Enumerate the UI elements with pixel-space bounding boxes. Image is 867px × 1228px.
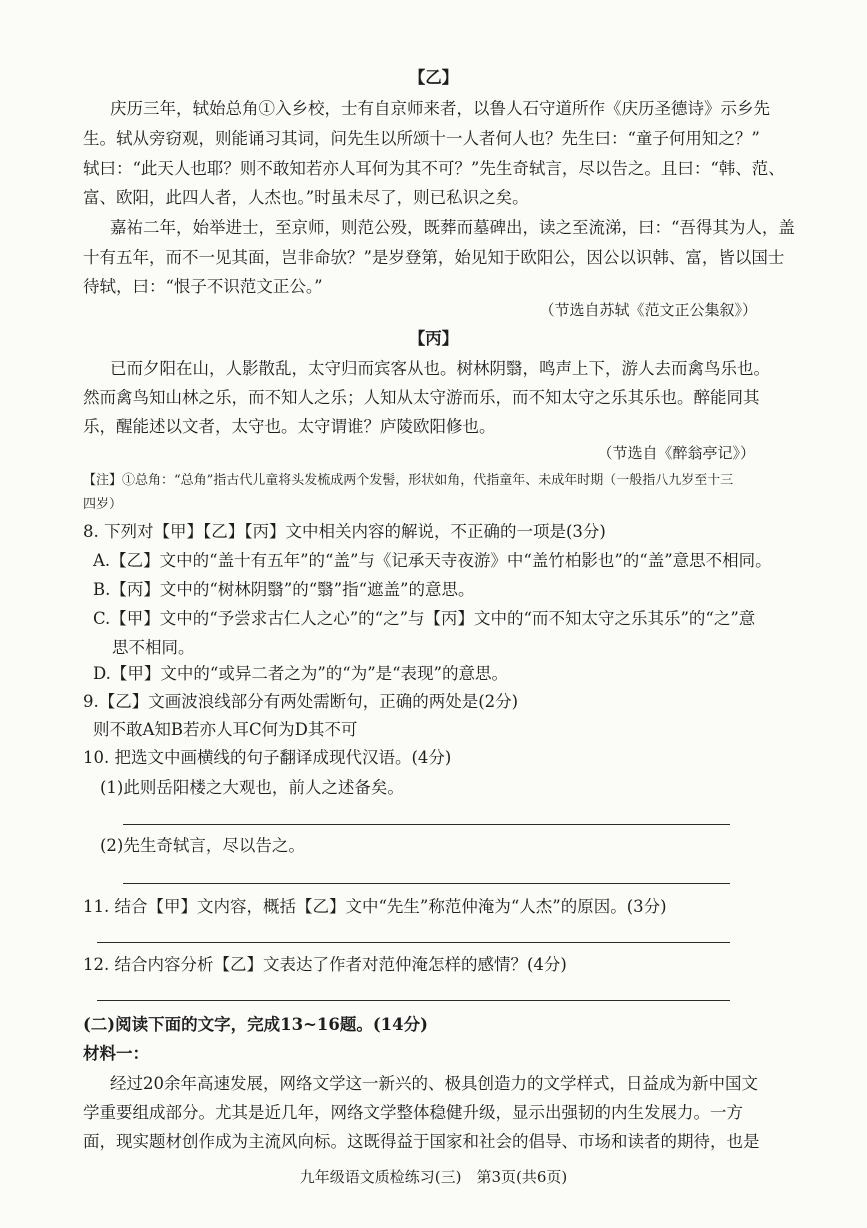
bing-line-2: 然而禽鸟知山林之乐，而不知人之乐；人知从太守游而乐，而不知太守之乐其乐也。醉能同其: [83, 388, 760, 407]
question-10-part-2: (2)先生奇轼言，尽以告之。: [100, 836, 305, 855]
answer-line-10-2[interactable]: [123, 883, 730, 884]
material-1-label: 材料一：: [83, 1044, 149, 1063]
question-8-option-a: A.【乙】文中的“盖十有五年”的“盖”与《记承天寺夜游》中“盖竹柏影也”的“盖”意思不相同。: [93, 551, 772, 570]
question-9: 9.【乙】文画波浪线部分有两处需断句，正确的两处是(2分): [83, 692, 519, 711]
note-line-2: 四岁）: [83, 497, 123, 512]
yi-line-2: 生。轼从旁窃观，则能诵习其词，问先生以所颂十一人者何人也？先生曰：“童子何用知之？”: [83, 129, 760, 148]
section-yi-title: 【乙】: [408, 68, 459, 87]
question-8-option-b: B.【丙】文中的“树林阴翳”的“翳”指“遮盖”的意思。: [93, 580, 475, 599]
yi-line-1: 庆历三年，轼始总角①入乡校，士有自京师来者，以鲁人石守道所作《庆历圣德诗》示乡先: [110, 99, 770, 118]
note-line-1: 【注】①总角：“总角”指古代儿童将头发梳成两个发髻，形状如角，代指童年、未成年时期（一般指八九岁至十三: [83, 473, 734, 488]
question-8: 8. 下列对【甲】【乙】【丙】文中相关内容的解说，不正确的一项是(3分): [83, 522, 606, 541]
section-bing-title: 【丙】: [408, 329, 459, 348]
question-12: 12. 结合内容分析【乙】文表达了作者对范仲淹怎样的感情？(4分): [83, 955, 567, 974]
yi-line-3: 轼曰：“此天人也耶？则不敢知若亦人耳何为其不可？”先生奇轼言，尽以告之。且曰：“韩、范、: [83, 159, 785, 178]
question-8-option-c-cont: 思不相同。: [112, 638, 195, 657]
bing-line-3: 乐，醒能述以文者，太守也。太守谓谁？庐陵欧阳修也。: [83, 417, 496, 436]
question-9-options: 则不敢A知B若亦人耳C何为D其不可: [93, 720, 358, 739]
yi-source: （节选自苏轼《范文正公集叙》）: [539, 301, 757, 319]
part2-text-line-1: 经过20余年高速发展，网络文学这一新兴的、极具创造力的文学样式，日益成为新中国文: [110, 1074, 758, 1093]
part2-heading: (二)阅读下面的文字，完成13~16题。(14分): [83, 1015, 428, 1034]
question-10-part-1: (1)此则岳阳楼之大观也，前人之述备矣。: [100, 778, 404, 797]
part2-text-line-3: 面，现实题材创作成为主流风向标。这既得益于国家和社会的倡导、市场和读者的期待，也是: [83, 1132, 760, 1151]
answer-line-10-1[interactable]: [123, 824, 730, 825]
question-8-option-d: D.【甲】文中的“或异二者之为”的“为”是“表现”的意思。: [93, 664, 508, 683]
answer-line-12[interactable]: [97, 1000, 730, 1001]
question-8-option-c: C.【甲】文中的“予尝求古仁人之心”的“之”与【丙】文中的“而不知太守之乐其乐”的“之”意: [93, 609, 756, 628]
answer-line-11[interactable]: [97, 942, 730, 943]
yi-line-4: 富、欧阳，此四人者，人杰也。”时虽未尽了，则已私识之矣。: [83, 188, 529, 207]
page-footer: 九年级语文质检练习(三) 第3页(共6页): [299, 1168, 568, 1186]
question-10: 10. 把选文中画横线的句子翻译成现代汉语。(4分): [83, 748, 452, 767]
bing-line-1: 已而夕阳在山，人影散乱，太守归而宾客从也。树林阴翳，鸣声上下，游人去而禽鸟乐也。: [110, 359, 770, 378]
yi-line-5: 嘉祐二年，始举进士，至京师，则范公殁，既葬而墓碑出，读之至流涕，曰：“吾得其为人，盖: [110, 218, 795, 237]
part2-text-line-2: 学重要组成部分。尤其是近几年，网络文学整体稳健升级，显示出强韧的内生发展力。一方: [83, 1103, 743, 1122]
yi-line-7: 待轼，曰：“恨子不识范文正公。”: [83, 277, 323, 296]
yi-line-6: 十有五年，而不一见其面，岂非命欤？”是岁登第，始见知于欧阳公，因公以识韩、富，皆以国士: [83, 248, 785, 267]
bing-source: （节选自《醉翁亭记》）: [597, 444, 755, 462]
question-11: 11. 结合【甲】文内容，概括【乙】文中“先生”称范仲淹为“人杰”的原因。(3分): [83, 897, 667, 916]
